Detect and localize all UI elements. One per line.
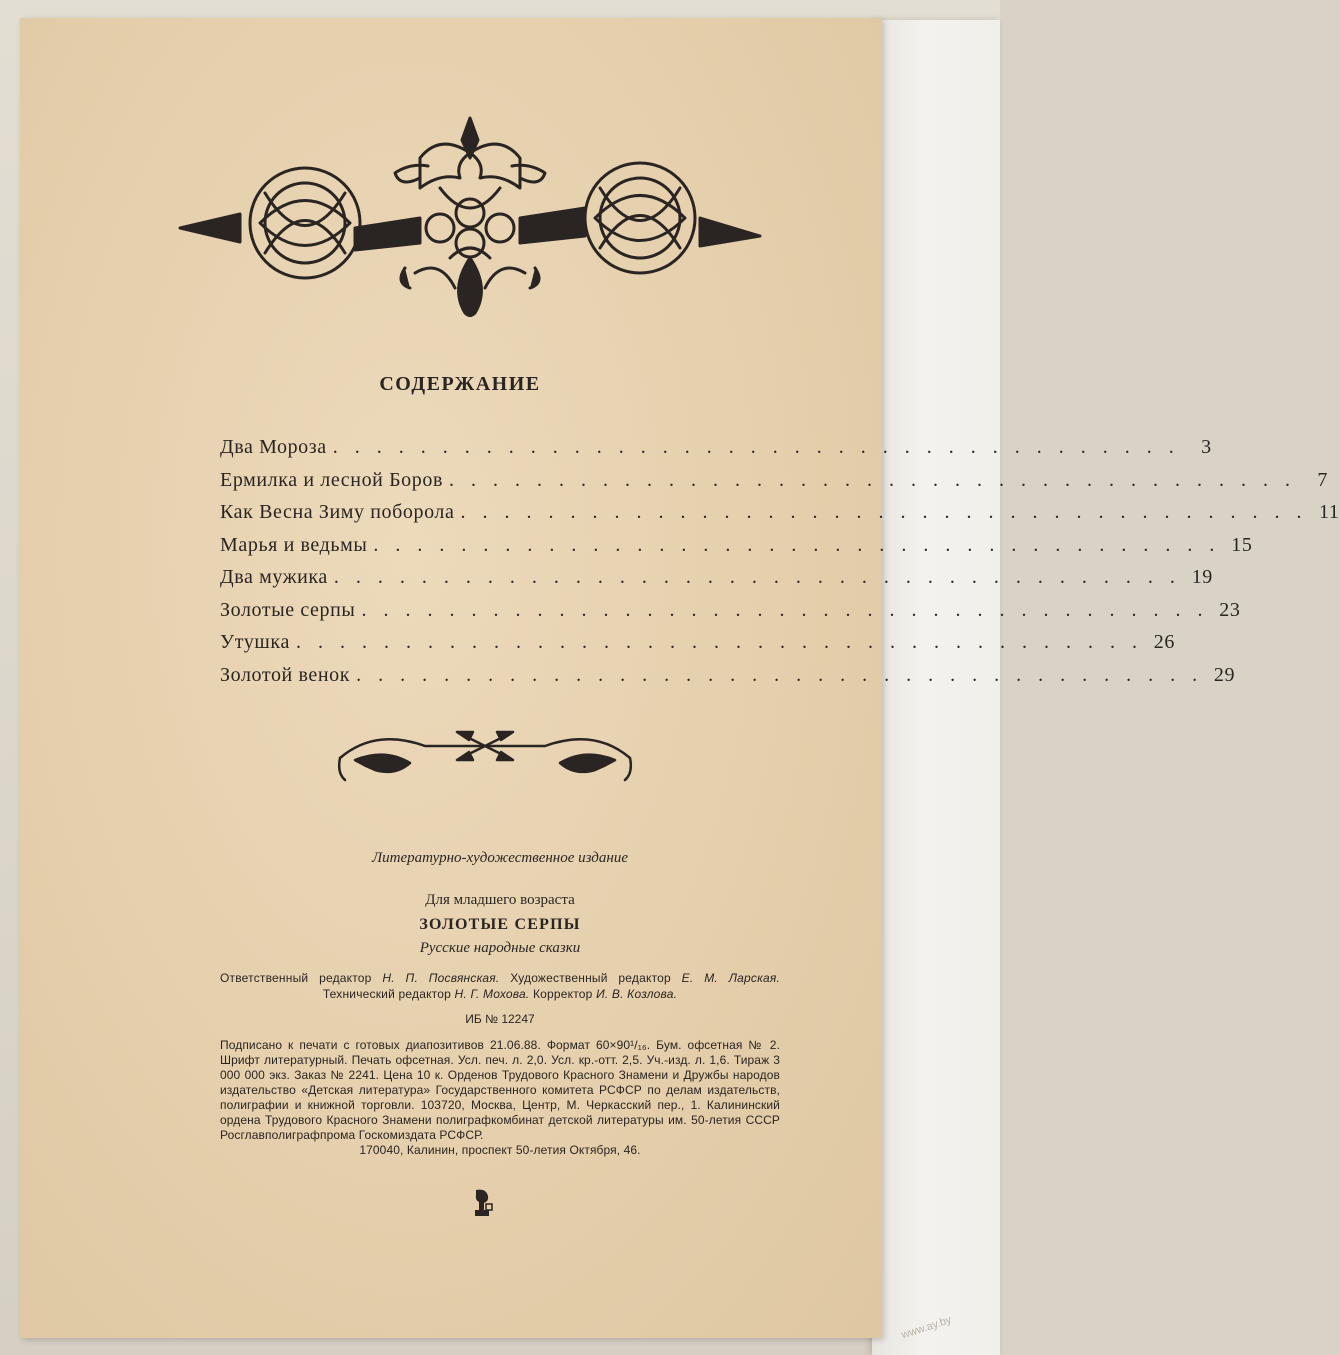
toc-entry-page: 7 xyxy=(1317,468,1329,491)
editor-name: Е. М. Ларская. xyxy=(681,971,780,985)
toc-entry-title: Два мужика xyxy=(220,566,328,588)
toc-leader-dots: . . . . . . . . . . . . . . . . . . . . . . . . . . . . . . . . . . . . . . . xyxy=(356,663,1204,686)
editors-credits xyxy=(220,970,780,1002)
toc-heading: СОДЕРЖАНИЕ xyxy=(379,373,541,395)
age-group: Для младшего возраста xyxy=(425,892,575,908)
printer-address: 170040, Калинин, проспект 50-летия Октября, 46. xyxy=(359,1143,641,1157)
editor-role: Ответственный редактор xyxy=(220,971,383,985)
toc-entry xyxy=(220,533,1253,567)
ornament-divider-bottom xyxy=(335,718,635,788)
adjacent-blank-page xyxy=(872,20,1000,1355)
toc-entry xyxy=(220,598,1241,632)
colophon-body: Подписано к печати с готовых диапозитивов 21.06.88. Формат 60×90¹/₁₆. Бум. офсетная № 2. Шрифт литературный. Печать офсетная. Усл. печ. л. 2,0. Усл. кр.-отт. 2,5. Уч.-изд. л. 1,6. Тираж 3 000 000 экз. Заказ № 2241. Цена 10 к. Орденов Трудового Красного Знамени и Дружбы народов издательство «Детская литература» Государственного комитета РСФСР по делам издательств, полиграфии и книжной торговли. 103720, Москва, Центр, М. Черкасский пер., 1. Калининский ордена Трудового Красного Знамени полиграфкомбинат детской литературы им. 50-летия СССР Росглавполиграфпрома Госкомиздата РСФСР. xyxy=(220,1038,780,1142)
editor-role: Корректор xyxy=(529,987,597,1001)
colophon-text xyxy=(220,1038,780,1158)
editor-name: И. В. Козлова. xyxy=(596,987,678,1001)
toc-entry-page: 26 xyxy=(1153,631,1175,653)
toc-leader-dots: . . . . . . . . . . . . . . . . . . . . . . . . . . . . . . . . . . . . . . . xyxy=(373,533,1221,556)
table-of-contents xyxy=(220,436,1340,696)
toc-entry-title: Утушка xyxy=(220,631,290,653)
imprint-block xyxy=(220,850,780,1158)
toc-entry xyxy=(220,501,1340,534)
editor-role: Технический редактор xyxy=(322,987,455,1001)
editor-name: Н. П. Посвянская. xyxy=(382,971,500,985)
toc-entry-title: Два Мороза xyxy=(220,436,327,458)
toc-entry xyxy=(220,468,1329,502)
toc-entry-page: 19 xyxy=(1191,566,1213,588)
toc-entry-page: 11 xyxy=(1319,501,1340,523)
editor-role: Художественный редактор xyxy=(499,971,682,985)
knotwork-ornament-top xyxy=(170,118,770,328)
toc-entry xyxy=(220,631,1175,664)
toc-leader-dots: . . . . . . . . . . . . . . . . . . . . . . . . . . . . . . . . . . . . . . . xyxy=(449,468,1297,491)
toc-entry-title: Золотые серпы xyxy=(220,598,356,621)
toc-entry-title: Золотой венок xyxy=(220,663,351,686)
toc-leader-dots: . . . . . . . . . . . . . . . . . . . . . . . . . . . . . . . . . . . . . . . xyxy=(332,436,1180,458)
toc-entry-page: 15 xyxy=(1231,533,1253,556)
publisher-logo-icon xyxy=(472,1188,494,1218)
toc-entry-page: 3 xyxy=(1201,436,1212,458)
toc-entry xyxy=(220,663,1236,697)
site-watermark: www.ay.by xyxy=(900,1314,953,1342)
toc-entry xyxy=(220,566,1213,599)
toc-leader-dots: . . . . . . . . . . . . . . . . . . . . . . . . . . . . . . . . . . . . . . . xyxy=(460,501,1308,523)
toc-entry-page: 23 xyxy=(1219,598,1241,621)
toc-entry xyxy=(220,436,1212,469)
book-subtitle: Русские народные сказки xyxy=(419,940,581,956)
toc-leader-dots: . . . . . . . . . . . . . . . . . . . . . . . . . . . . . . . . . . . . . . . xyxy=(295,631,1143,653)
ib-number: ИБ № 12247 xyxy=(465,1012,535,1026)
toc-entry-title: Ермилка и лесной Боров xyxy=(220,468,444,491)
editor-name: Н. Г. Мохова. xyxy=(454,987,530,1001)
toc-entry-page: 29 xyxy=(1213,663,1236,686)
toc-leader-dots: . . . . . . . . . . . . . . . . . . . . . . . . . . . . . . . . . . . . . . . xyxy=(333,566,1181,588)
edition-genre: Литературно-художественное издание xyxy=(372,850,628,866)
toc-leader-dots: . . . . . . . . . . . . . . . . . . . . . . . . . . . . . . . . . . . . . . . xyxy=(361,598,1209,621)
toc-entry-title: Как Весна Зиму поборола xyxy=(220,501,455,523)
toc-entry-title: Марья и ведьмы xyxy=(220,533,368,556)
book-title: ЗОЛОТЫЕ СЕРПЫ xyxy=(419,916,581,933)
